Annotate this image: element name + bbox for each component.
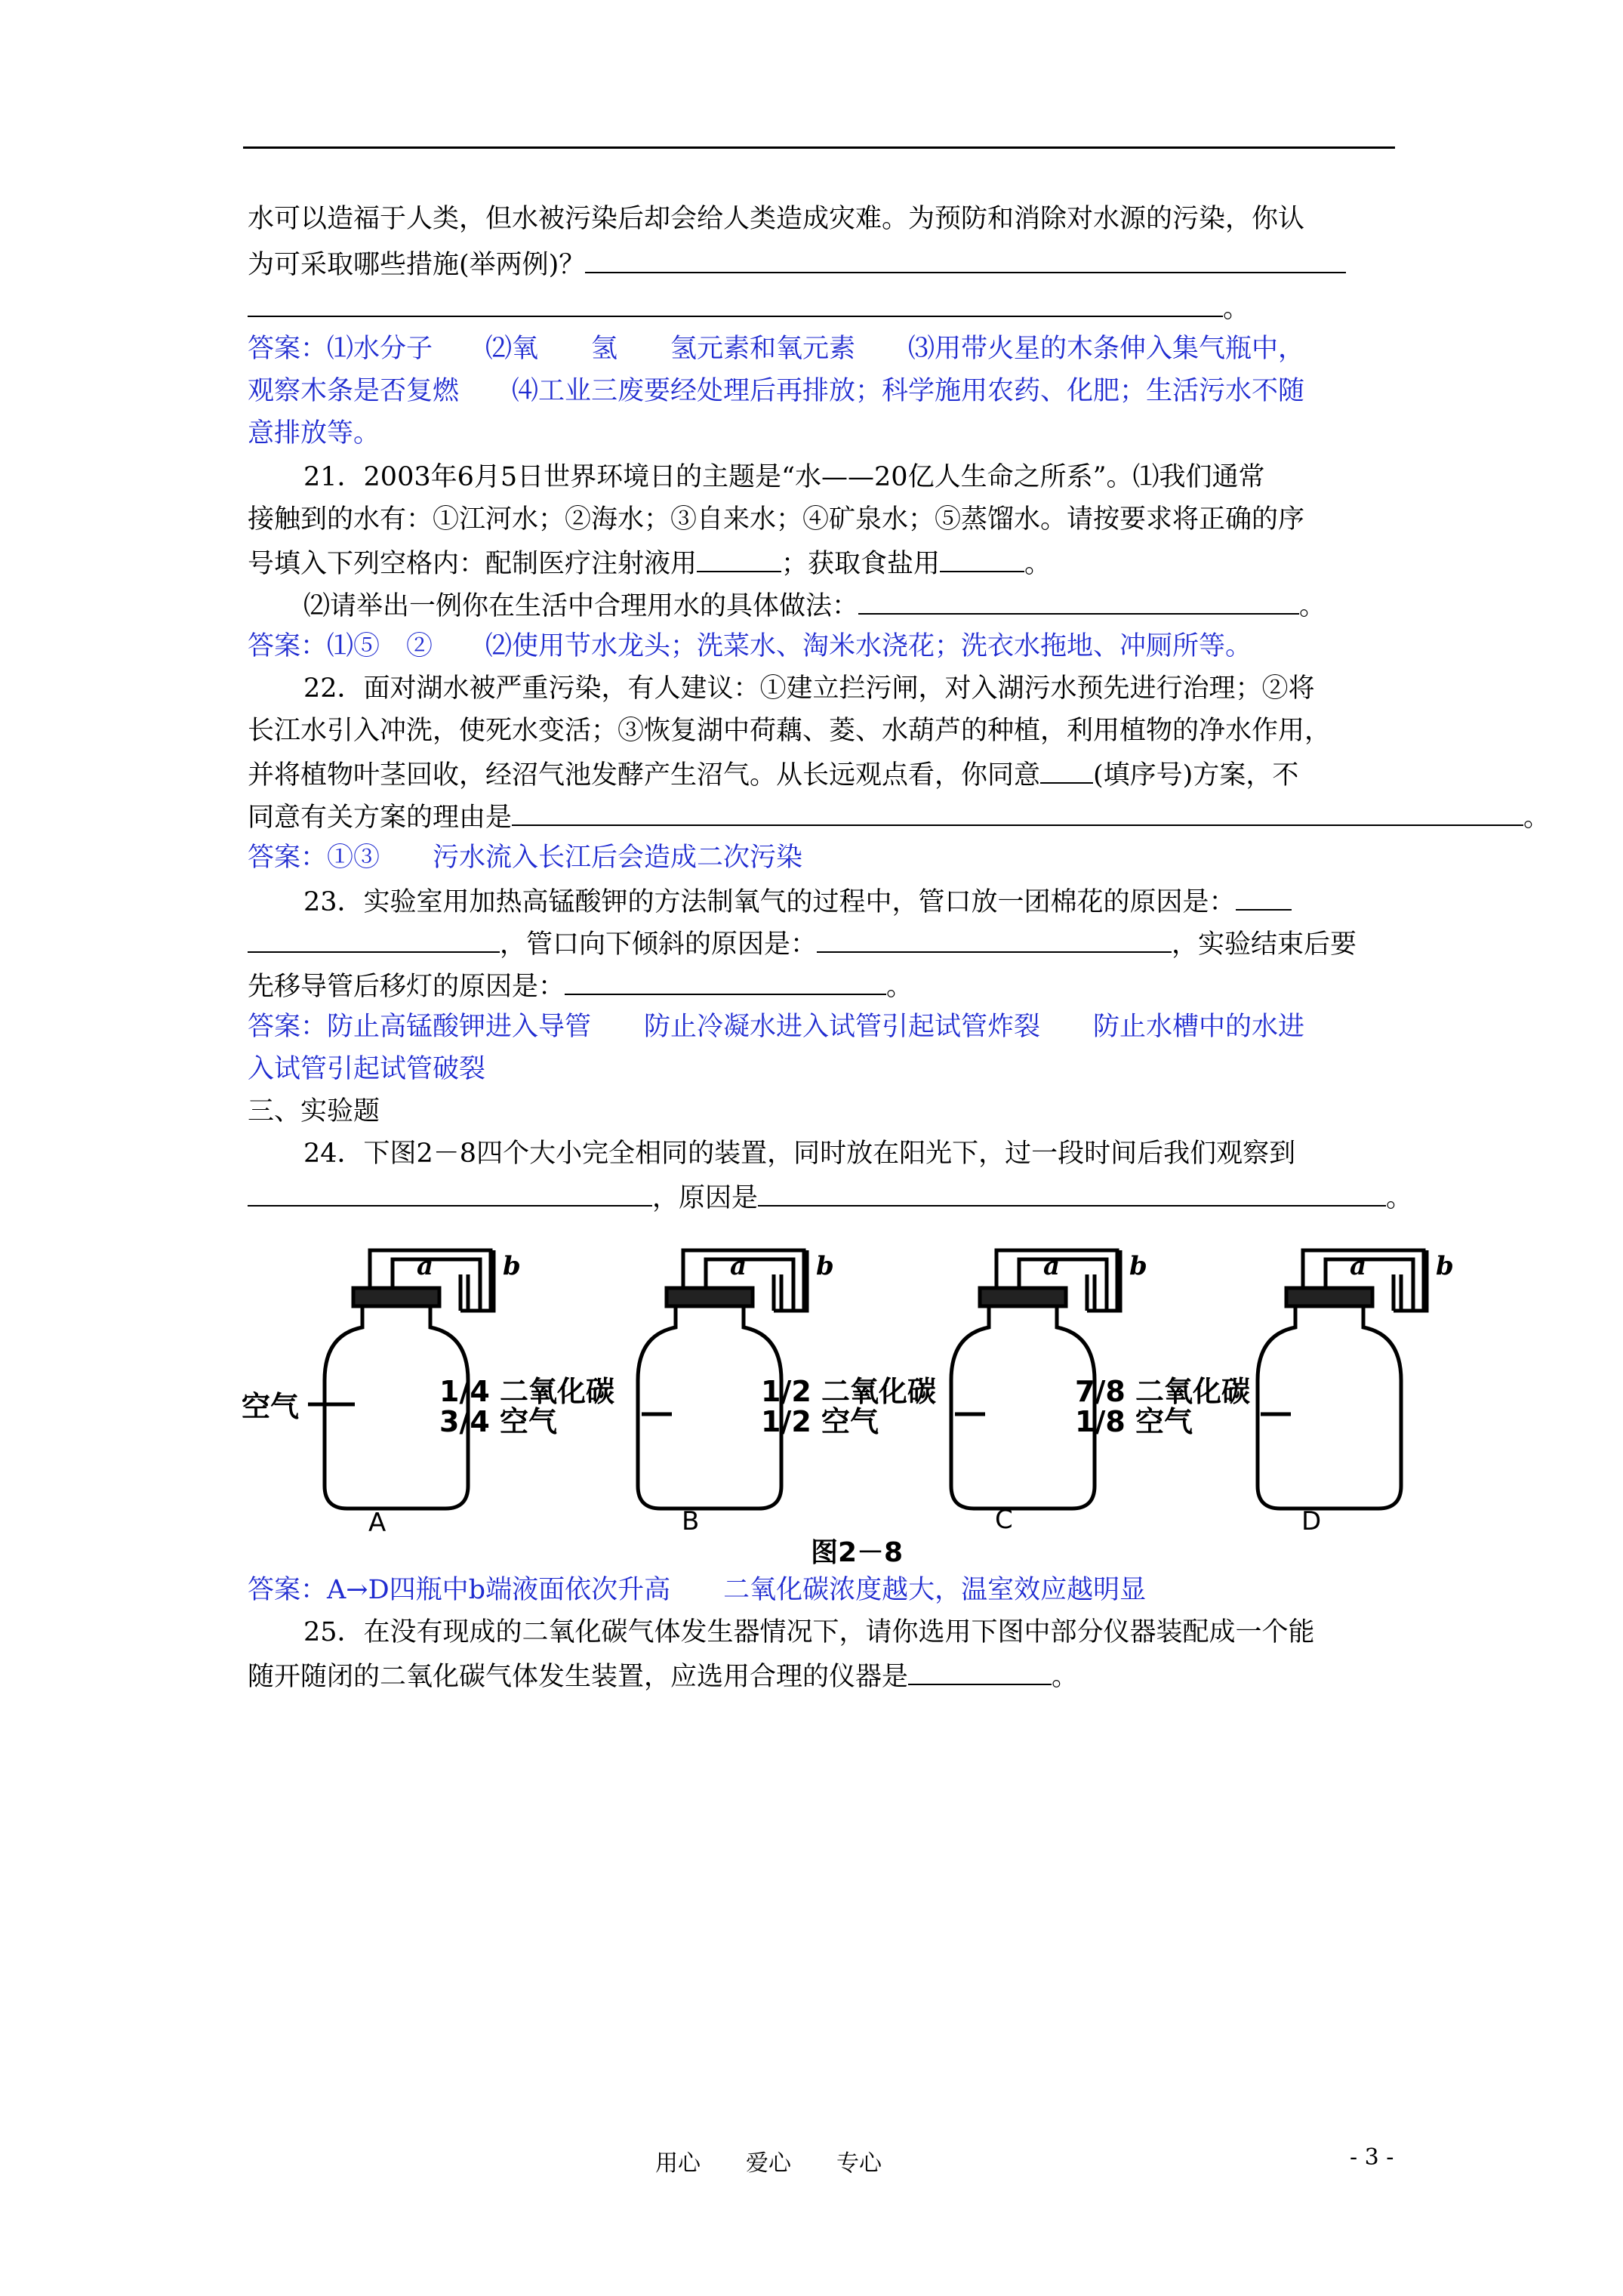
answer-blank <box>817 926 1172 953</box>
bottle-b-label: 1/4 二氧化碳 <box>439 1375 614 1408</box>
bottle-letter-c: C <box>995 1505 1013 1531</box>
question-text: ，管口向下倾斜的原因是： ，实验结束后要 <box>248 926 1357 961</box>
answer-blank <box>1040 757 1093 784</box>
answer-text: 入试管引起试管破裂 <box>248 1054 486 1084</box>
bottle-letter-b: B <box>682 1506 700 1531</box>
bottle-c-label: 1/2 二氧化碳 <box>761 1375 936 1408</box>
answer-blank <box>697 545 781 572</box>
figure-caption: 图2－8 <box>811 1537 904 1568</box>
question-text: 为可采取哪些措施(举两例)？ <box>248 250 586 280</box>
question-text: 随开随闭的二氧化碳气体发生装置，应选用合理的仪器是 。 <box>248 1658 1078 1693</box>
tube-label-b: b <box>503 1251 521 1281</box>
answer-blank <box>758 1179 1386 1207</box>
question-text: 先移导管后移灯的原因是： 。 <box>248 968 913 1003</box>
question-text: 22．面对湖水被严重污染，有人建议：①建立拦污闸，对入湖污水预先进行治理；②将 <box>303 673 1315 704</box>
answer-blank <box>858 587 1299 615</box>
answer-text: 意排放等。 <box>248 418 380 448</box>
bottle-b-label: 3/4 空气 <box>439 1405 557 1438</box>
tube-label-a: a <box>730 1251 747 1281</box>
question-text: 并将植物叶茎回收，经沼气池发酵产生沼气。从长远观点看，你同意 (填序号)方案，不 <box>248 757 1298 792</box>
bottle-a-label: 空气 <box>242 1390 300 1423</box>
text-line: 。 <box>248 290 1249 325</box>
question-text: ⑵请举出一例你在生活中合理用水的具体做法： 。 <box>303 587 1326 623</box>
answer-text: 答案：①③ 污水流入长江后会造成二次污染 <box>248 843 803 873</box>
bottle-letter-d: D <box>1301 1506 1322 1531</box>
header-rule <box>243 146 1395 149</box>
answer-blank <box>565 968 886 995</box>
tube-label-b: b <box>1436 1251 1454 1281</box>
page-number: - 3 - <box>1350 2144 1394 2171</box>
answer-text: 答案：防止高锰酸钾进入导管 防止冷凝水进入试管引起试管炸裂 防止水槽中的水进 <box>248 1012 1305 1042</box>
bottle-apparatus-diagram <box>242 1229 1495 1531</box>
question-text: 21．2003年6月5日世界环境日的主题是“水——20亿人生命之所系”。⑴我们通常 <box>303 462 1265 492</box>
tube-label-a: a <box>1043 1251 1061 1281</box>
answer-blank <box>585 246 1346 273</box>
question-text: 接触到的水有：①江河水；②海水；③自来水；④矿泉水；⑤蒸馏水。请按要求将正确的序 <box>248 504 1305 535</box>
question-text: 25．在没有现成的二氧化碳气体发生器情况下，请你选用下图中部分仪器装配成一个能 <box>303 1617 1315 1647</box>
answer-text: 观察木条是否复燃 ⑷工业三废要经处理后再排放；科学施用农药、化肥；生活污水不随 <box>248 376 1305 406</box>
bottle-d-label: 7/8 二氧化碳 <box>1075 1375 1250 1408</box>
footer-motto: 用心 爱心 专心 <box>655 2150 882 2177</box>
answer-blank <box>908 1658 1052 1685</box>
figure-2-8 <box>242 1229 1495 1531</box>
tube-label-a: a <box>417 1251 434 1281</box>
answer-blank <box>248 1179 652 1207</box>
text-line: 水可以造福于人类，但水被污染后却会给人类造成灾难。为预防和消除对水源的污染，你认 <box>248 204 1305 234</box>
section-heading: 三、实验题 <box>248 1096 380 1126</box>
bottle-d <box>1258 1250 1427 1509</box>
bottle-letter-a: A <box>368 1508 387 1531</box>
tube-label-b: b <box>1129 1251 1147 1281</box>
question-text: 同意有关方案的理由是 。 <box>248 799 1550 834</box>
answer-blank <box>248 926 500 953</box>
answer-blank <box>248 290 1223 317</box>
bottle-d-label: 1/8 空气 <box>1075 1405 1193 1438</box>
question-text: ，原因是 。 <box>248 1179 1412 1215</box>
answer-text: 答案：⑴⑤ ② ⑵使用节水龙头；洗菜水、淘米水浇花；洗衣水拖地、冲厕所等。 <box>248 631 1252 661</box>
answer-blank <box>940 545 1024 572</box>
tube-label-b: b <box>816 1251 834 1281</box>
tube-label-a: a <box>1350 1251 1367 1281</box>
question-text: 号填入下列空格内：配制医疗注射液用 ；获取食盐用 。 <box>248 545 1051 581</box>
question-text: 长江水引入冲洗，使死水变活；③恢复湖中荷藕、菱、水葫芦的种植，利用植物的净水作用， <box>248 716 1332 746</box>
text-line <box>248 246 1346 282</box>
question-text: 24．下图2－8四个大小完全相同的装置，同时放在阳光下，过一段时间后我们观察到 <box>303 1139 1296 1169</box>
answer-blank <box>1236 883 1292 911</box>
answer-text: 答案：⑴水分子 ⑵氧 氢 氢元素和氧元素 ⑶用带火星的木条伸入集气瓶中， <box>248 334 1305 364</box>
answer-blank <box>512 799 1523 826</box>
bottle-c-label: 1/2 空气 <box>761 1405 879 1438</box>
answer-text: 答案：A→D四瓶中b端液面依次升高 二氧化碳浓度越大，温室效应越明显 <box>248 1575 1147 1605</box>
question-text: 23．实验室用加热高锰酸钾的方法制氧气的过程中，管口放一团棉花的原因是： <box>303 883 1292 919</box>
